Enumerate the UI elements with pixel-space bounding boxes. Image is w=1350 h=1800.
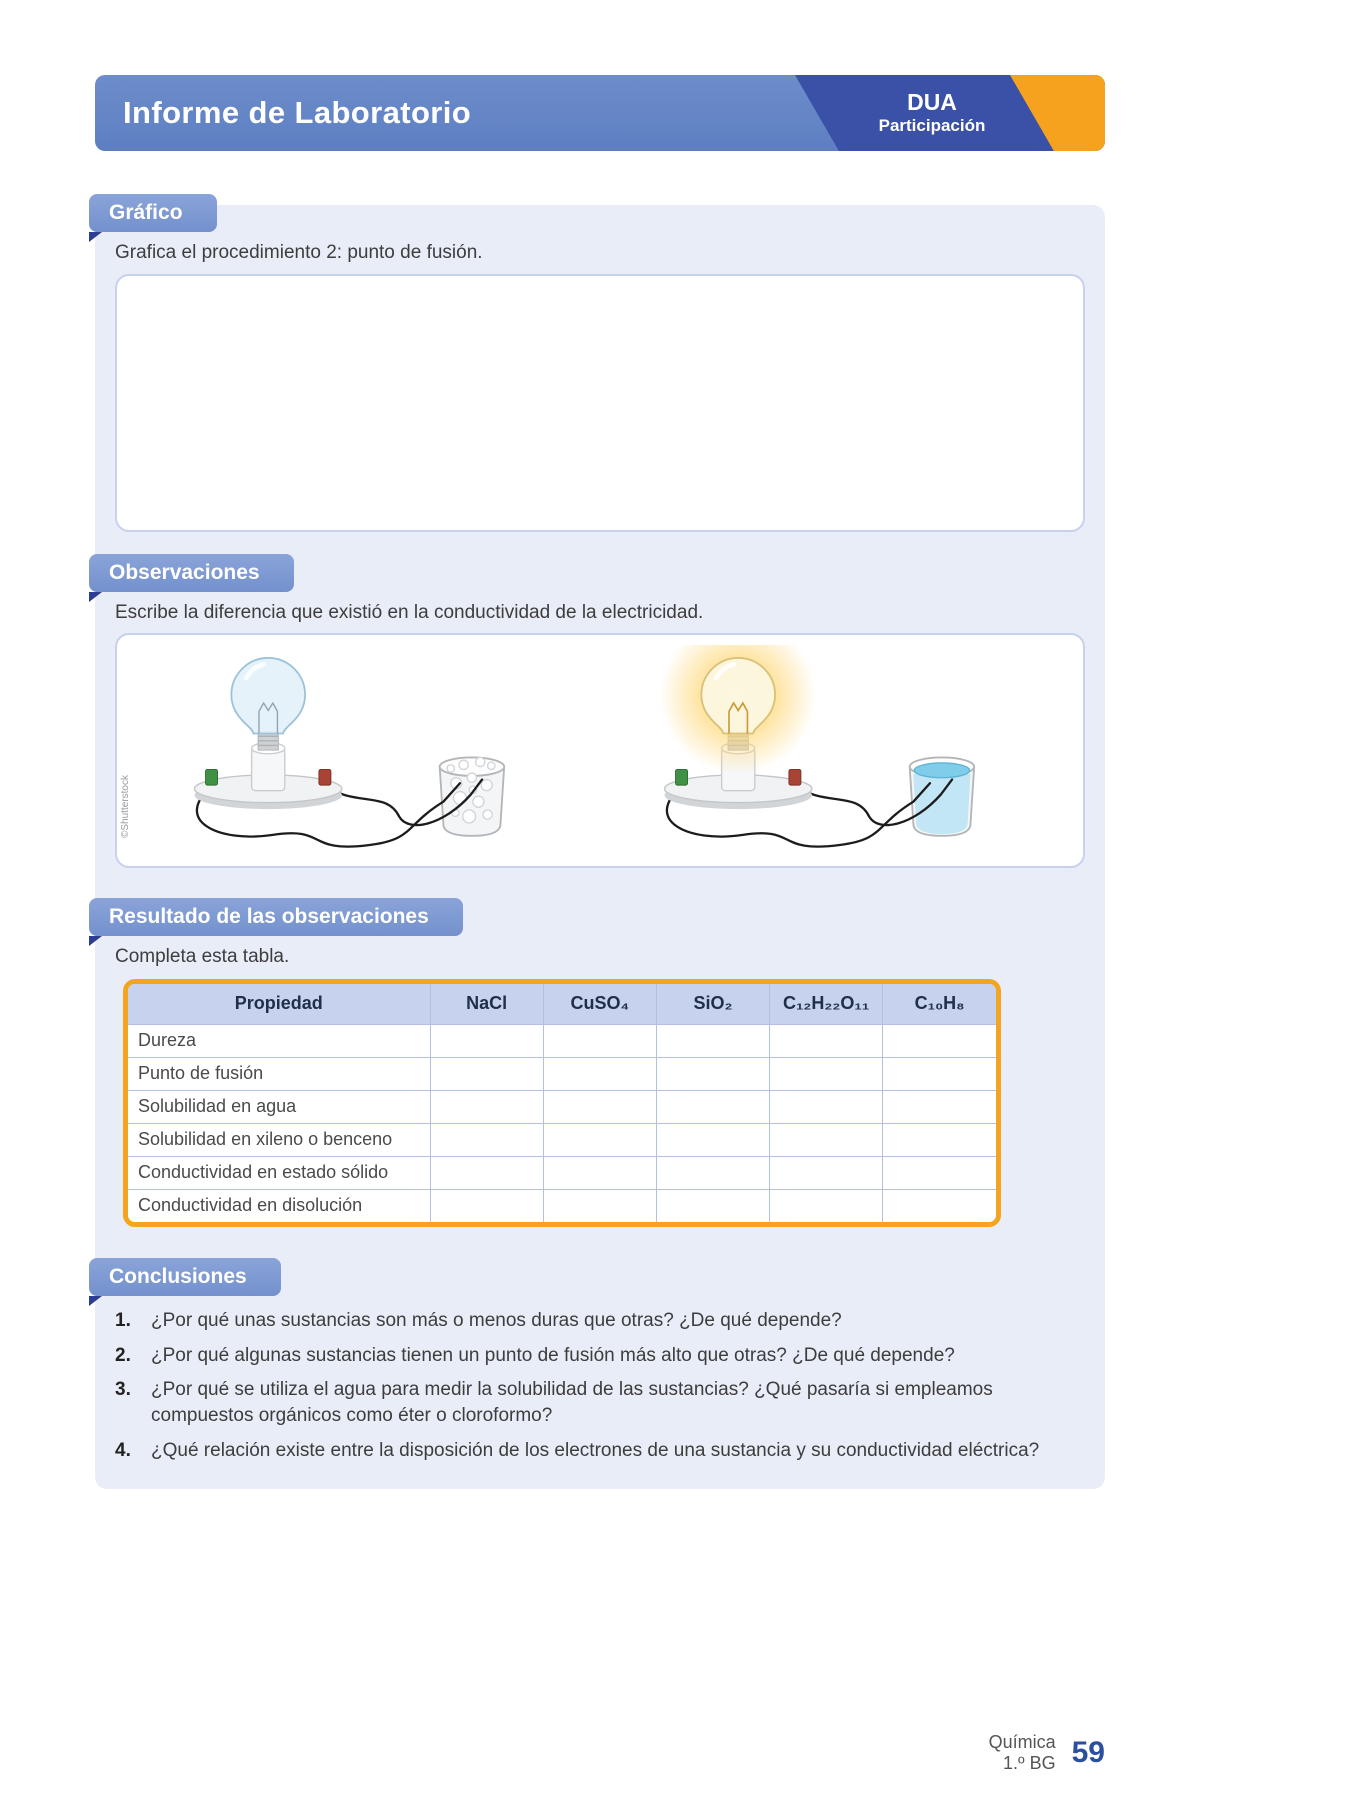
row-label: Conductividad en estado sólido xyxy=(128,1156,430,1189)
dua-label: DUA xyxy=(907,89,957,115)
answer-cell[interactable] xyxy=(543,1090,656,1123)
answer-cell[interactable] xyxy=(656,1189,769,1222)
question-item xyxy=(115,1343,1085,1369)
column-header-cuso4: CuSO₄ xyxy=(543,984,656,1024)
circuit-bulb-on-figure xyxy=(635,645,1035,857)
question-number: 1. xyxy=(115,1310,131,1331)
question-text: ¿Por qué unas sustancias son más o menos duras que otras? ¿De qué depende? xyxy=(151,1310,842,1331)
answer-cell[interactable] xyxy=(656,1123,769,1156)
tab-label: Conclusiones xyxy=(109,1265,247,1288)
row-label: Solubilidad en agua xyxy=(128,1090,430,1123)
table-row xyxy=(128,1123,996,1156)
answer-cell[interactable] xyxy=(656,1090,769,1123)
observaciones-instruction: Escribe la diferencia que existió en la conductividad de la electricidad. xyxy=(115,602,704,623)
column-header-c12h22o11: C₁₂H₂₂O₁₁ xyxy=(770,984,883,1024)
answer-cell[interactable] xyxy=(430,1189,543,1222)
tab-label: Resultado de las observaciones xyxy=(109,905,429,928)
results-table xyxy=(123,979,1001,1227)
answer-cell[interactable] xyxy=(543,1156,656,1189)
graph-drawing-area[interactable] xyxy=(115,274,1085,532)
bulb-off-icon xyxy=(231,657,305,733)
answer-cell[interactable] xyxy=(883,1123,996,1156)
column-header-nacl: NaCl xyxy=(430,984,543,1024)
answer-cell[interactable] xyxy=(770,1090,883,1123)
circuit-bulb-off-figure xyxy=(165,645,565,857)
answer-cell[interactable] xyxy=(430,1057,543,1090)
question-item xyxy=(115,1308,1085,1334)
column-header-propiedad: Propiedad xyxy=(128,984,430,1024)
header-banner xyxy=(95,75,1105,151)
column-header-sio2: SiO₂ xyxy=(656,984,769,1024)
image-credit: ©Shutterstock xyxy=(120,775,131,838)
answer-cell[interactable] xyxy=(656,1156,769,1189)
row-label: Conductividad en disolución xyxy=(128,1189,430,1222)
answer-cell[interactable] xyxy=(883,1090,996,1123)
answer-cell[interactable] xyxy=(430,1090,543,1123)
answer-cell[interactable] xyxy=(770,1057,883,1090)
question-number: 2. xyxy=(115,1344,131,1366)
resultado-instruction: Completa esta tabla. xyxy=(115,946,290,967)
footer-subject: Química xyxy=(988,1732,1056,1752)
question-text: ¿Por qué algunas sustancias tienen un punto de fusión más alto que otras? ¿De qué depende? xyxy=(151,1344,955,1366)
answer-cell[interactable] xyxy=(770,1024,883,1057)
answer-cell[interactable] xyxy=(430,1156,543,1189)
answer-cell[interactable] xyxy=(770,1156,883,1189)
answer-cell[interactable] xyxy=(883,1057,996,1090)
content-panel xyxy=(95,201,1105,1489)
dua-sublabel: Participación xyxy=(878,116,986,136)
grafico-instruction: Grafica el procedimiento 2: punto de fusión. xyxy=(115,242,483,263)
answer-cell[interactable] xyxy=(656,1024,769,1057)
footer-subject-block xyxy=(989,1732,1056,1773)
table-header-row xyxy=(128,984,996,1024)
table-row xyxy=(128,1057,996,1090)
answer-cell[interactable] xyxy=(543,1057,656,1090)
answer-cell[interactable] xyxy=(883,1024,996,1057)
answer-cell[interactable] xyxy=(430,1123,543,1156)
question-number: 3. xyxy=(115,1379,131,1401)
section-tab-conclusiones xyxy=(89,1258,281,1296)
table-row xyxy=(128,1024,996,1057)
table-row xyxy=(128,1090,996,1123)
answer-cell[interactable] xyxy=(883,1189,996,1222)
tab-label: Gráfico xyxy=(109,201,183,224)
answer-cell[interactable] xyxy=(543,1189,656,1222)
table-row xyxy=(128,1189,996,1222)
row-label: Punto de fusión xyxy=(128,1057,430,1090)
question-text: ¿Qué relación existe entre la disposición de los electrones de una sustancia y su conductividad eléctrica? xyxy=(151,1439,1040,1461)
row-label: Dureza xyxy=(128,1024,430,1057)
page-root xyxy=(95,75,1105,1489)
answer-cell[interactable] xyxy=(770,1123,883,1156)
table-row xyxy=(128,1156,996,1189)
question-number: 4. xyxy=(115,1439,131,1461)
section-tab-observaciones xyxy=(89,554,294,592)
question-text: ¿Por qué se utiliza el agua para medir la solubilidad de las sustancias? ¿Qué pasaría si empleamos compuestos orgánicos como éter o cloroformo? xyxy=(151,1379,993,1426)
row-label: Solubilidad en xileno o benceno xyxy=(128,1123,430,1156)
answer-cell[interactable] xyxy=(770,1189,883,1222)
page-title: Informe de Laboratorio xyxy=(123,95,472,130)
answer-cell[interactable] xyxy=(656,1057,769,1090)
page-footer xyxy=(95,1732,1105,1773)
question-item xyxy=(115,1438,1085,1464)
answer-cell[interactable] xyxy=(543,1123,656,1156)
answer-cell[interactable] xyxy=(543,1024,656,1057)
column-header-c10h8: C₁₀H₈ xyxy=(883,984,996,1024)
answer-cell[interactable] xyxy=(883,1156,996,1189)
tab-label: Observaciones xyxy=(109,561,260,584)
conductivity-illustration-box xyxy=(115,633,1085,868)
bulb-on-icon xyxy=(660,645,817,774)
section-tab-grafico xyxy=(89,194,217,232)
question-item xyxy=(115,1377,1085,1428)
section-tab-resultado xyxy=(89,898,463,936)
conclusions-list xyxy=(115,1308,1085,1463)
page-number: 59 xyxy=(1071,1735,1105,1769)
answer-cell[interactable] xyxy=(430,1024,543,1057)
bulb-stand-icon xyxy=(194,731,341,808)
footer-grade: 1.º BG xyxy=(1003,1752,1056,1773)
